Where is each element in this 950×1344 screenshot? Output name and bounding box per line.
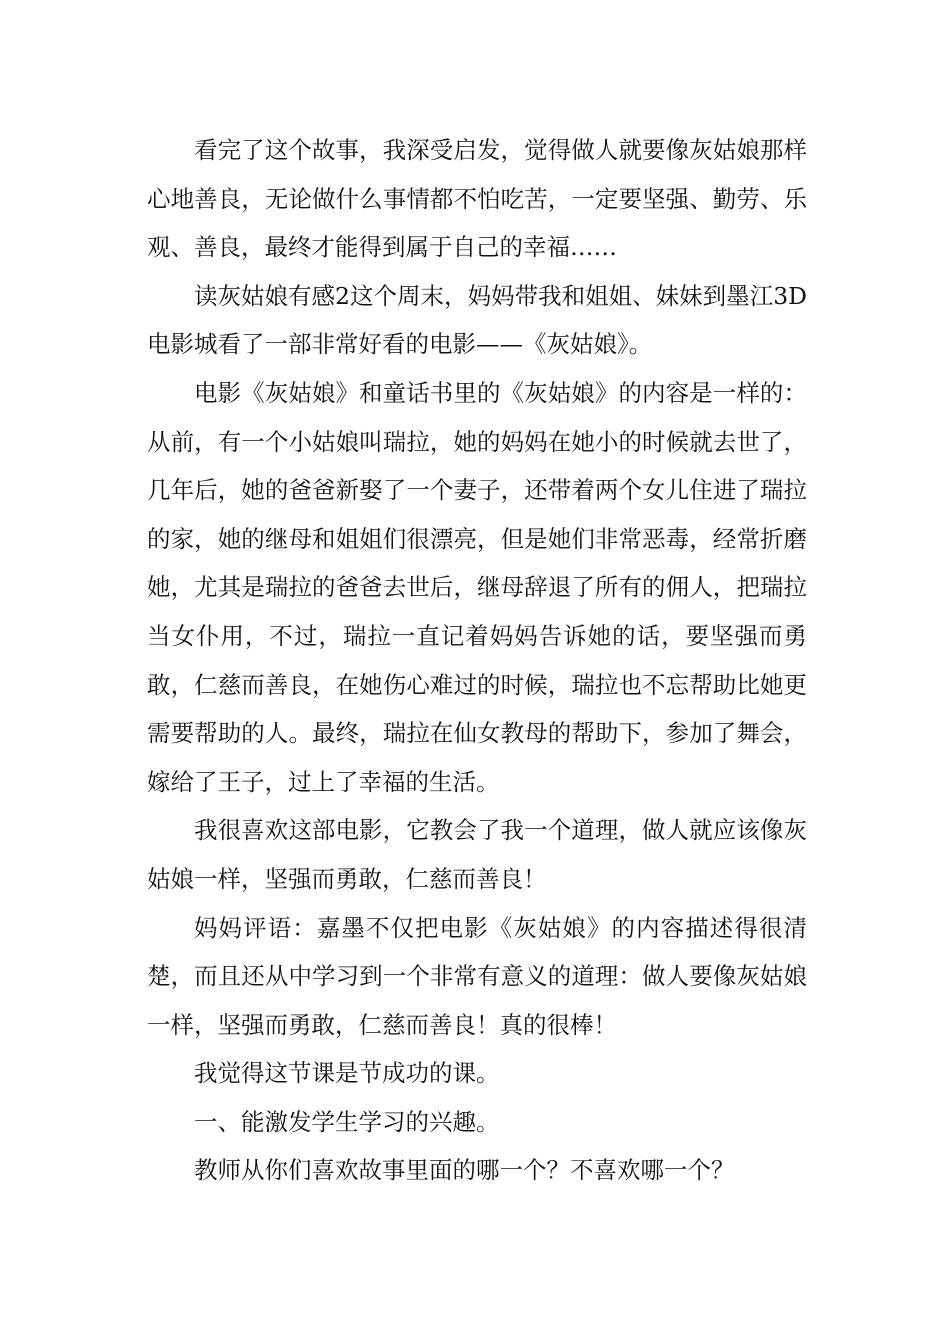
- paragraph-3: 电影《灰姑娘》和童话书里的《灰姑娘》的内容是一样的：从前，有一个小姑娘叫瑞拉，她的妈妈在她小的时候就去世了，几年后，她的爸爸新娶了一个妻子，还带着两个女儿住进了瑞拉的家，她的继母和姐姐们很漂亮，但是她们非常恶毒，经常折磨她，尤其是瑞拉的爸爸去世后，继母辞退了所有的佣人，把瑞拉当女仆用，不过，瑞拉一直记着妈妈告诉她的话，要坚强而勇敢，仁慈而善良，在她伤心难过的时候，瑞拉也不忘帮助比她更需要帮助的人。最终，瑞拉在仙女教母的帮助下，参加了舞会，嫁给了王子，过上了幸福的生活。: [147, 378, 807, 796]
- paragraph-7: 一、能激发学生学习的兴趣。: [194, 1107, 500, 1136]
- paragraph-2: 读灰姑娘有感2这个周末，妈妈带我和姐姐、妹妹到墨江3D电影城看了一部非常好看的电影——《灰姑娘》。: [147, 281, 807, 359]
- paragraph-6: 我觉得这节课是节成功的课。: [194, 1059, 500, 1088]
- paragraph-4: 我很喜欢这部电影，它教会了我一个道理，做人就应该像灰姑娘一样，坚强而勇敢，仁慈而善良！: [147, 816, 807, 893]
- document-body: [147, 126, 807, 1195]
- paragraph-5: 妈妈评语：嘉墨不仅把电影《灰姑娘》的内容描述得很清楚，而且还从中学习到一个非常有意义的道理：做人要像灰姑娘一样，坚强而勇敢，仁慈而善良！真的很棒！: [147, 913, 807, 1039]
- paragraph-1: 看完了这个故事，我深受启发，觉得做人就要像灰姑娘那样心地善良，无论做什么事情都不怕吃苦，一定要坚强、勤劳、乐观、善良，最终才能得到属于自己的幸福……: [147, 136, 807, 262]
- paragraph-8: 教师从你们喜欢故事里面的哪一个？不喜欢哪一个？: [194, 1156, 735, 1185]
